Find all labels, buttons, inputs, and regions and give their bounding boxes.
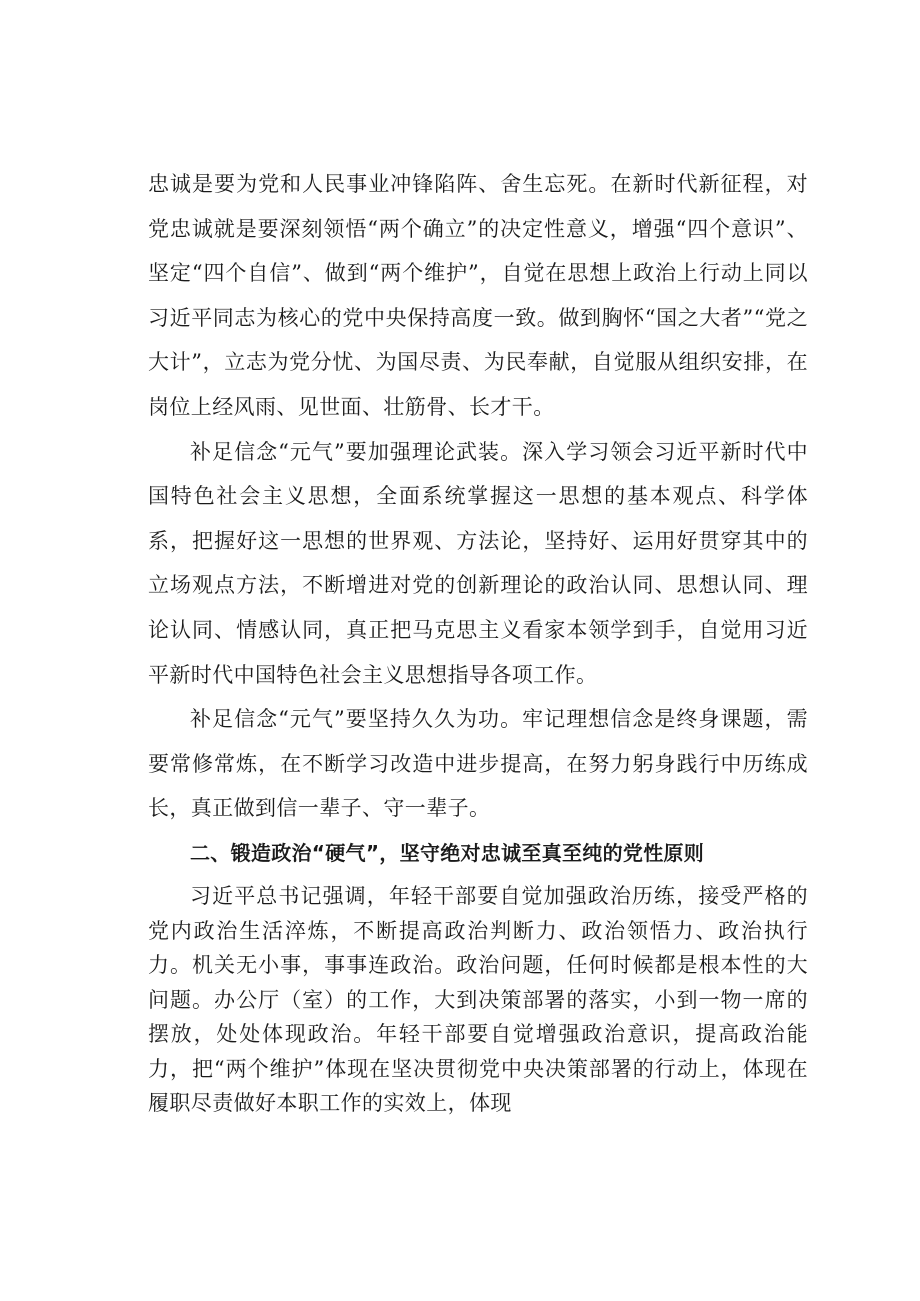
- paragraph-persistence: 补足信念“元气”要坚持久久为功。牢记理想信念是终身课题，需要常修常炼，在不断学习改造中进步提高，在努力躬身践行中历练成长，真正做到信一辈子、守一辈子。: [148, 707, 808, 821]
- section-heading: 二、锻造政治“硬气”，坚守绝对忠诚至真至纯的党性原则: [190, 840, 705, 865]
- paragraph-loyalty: 忠诚是要为党和人民事业冲锋陷阵、舍生忘死。在新时代新征程，对党忠诚就是要深刻领悟“两个确立”的决定性意义，增强“四个意识”、坚定“四个自信”、做到“两个维护”，自觉在思想上政治上行动上同以习近平同志为核心的党中央保持高度一致。做到胸怀“国之大者”“党之大计”，立志为党分忧、为国尽责、为民奉献，自觉服从组织安排，在岗位上经风雨、见世面、壮筋骨、长才干。: [148, 172, 808, 419]
- paragraph-theory-armament: 补足信念“元气”要加强理论武装。深入学习领会习近平新时代中国特色社会主义思想，全面系统掌握这一思想的基本观点、科学体系，把握好这一思想的世界观、方法论，坚持好、运用好贯穿其中的立场观点方法，不断增进对党的创新理论的政治认同、思想认同、理论认同、情感认同，真正把马克思主义看家本领学到手，自觉用习近平新时代中国特色社会主义思想指导各项工作。: [148, 439, 808, 687]
- paragraph-political-training: 习近平总书记强调，年轻干部要自觉加强政治历练，接受严格的党内政治生活淬炼，不断提高政治判断力、政治领悟力、政治执行力。机关无小事，事事连政治。政治问题，任何时候都是根本性的大问题。办公厅（室）的工作，大到决策部署的落实，小到一物一席的摆放，处处体现政治。年轻干部要自觉增强政治意识，提高政治能力，把“两个维护”体现在坚决贯彻党中央决策部署的行动上，体现在履职尽责做好本职工作的实效上，体现: [148, 883, 808, 1116]
- document-page: [148, 162, 808, 1121]
